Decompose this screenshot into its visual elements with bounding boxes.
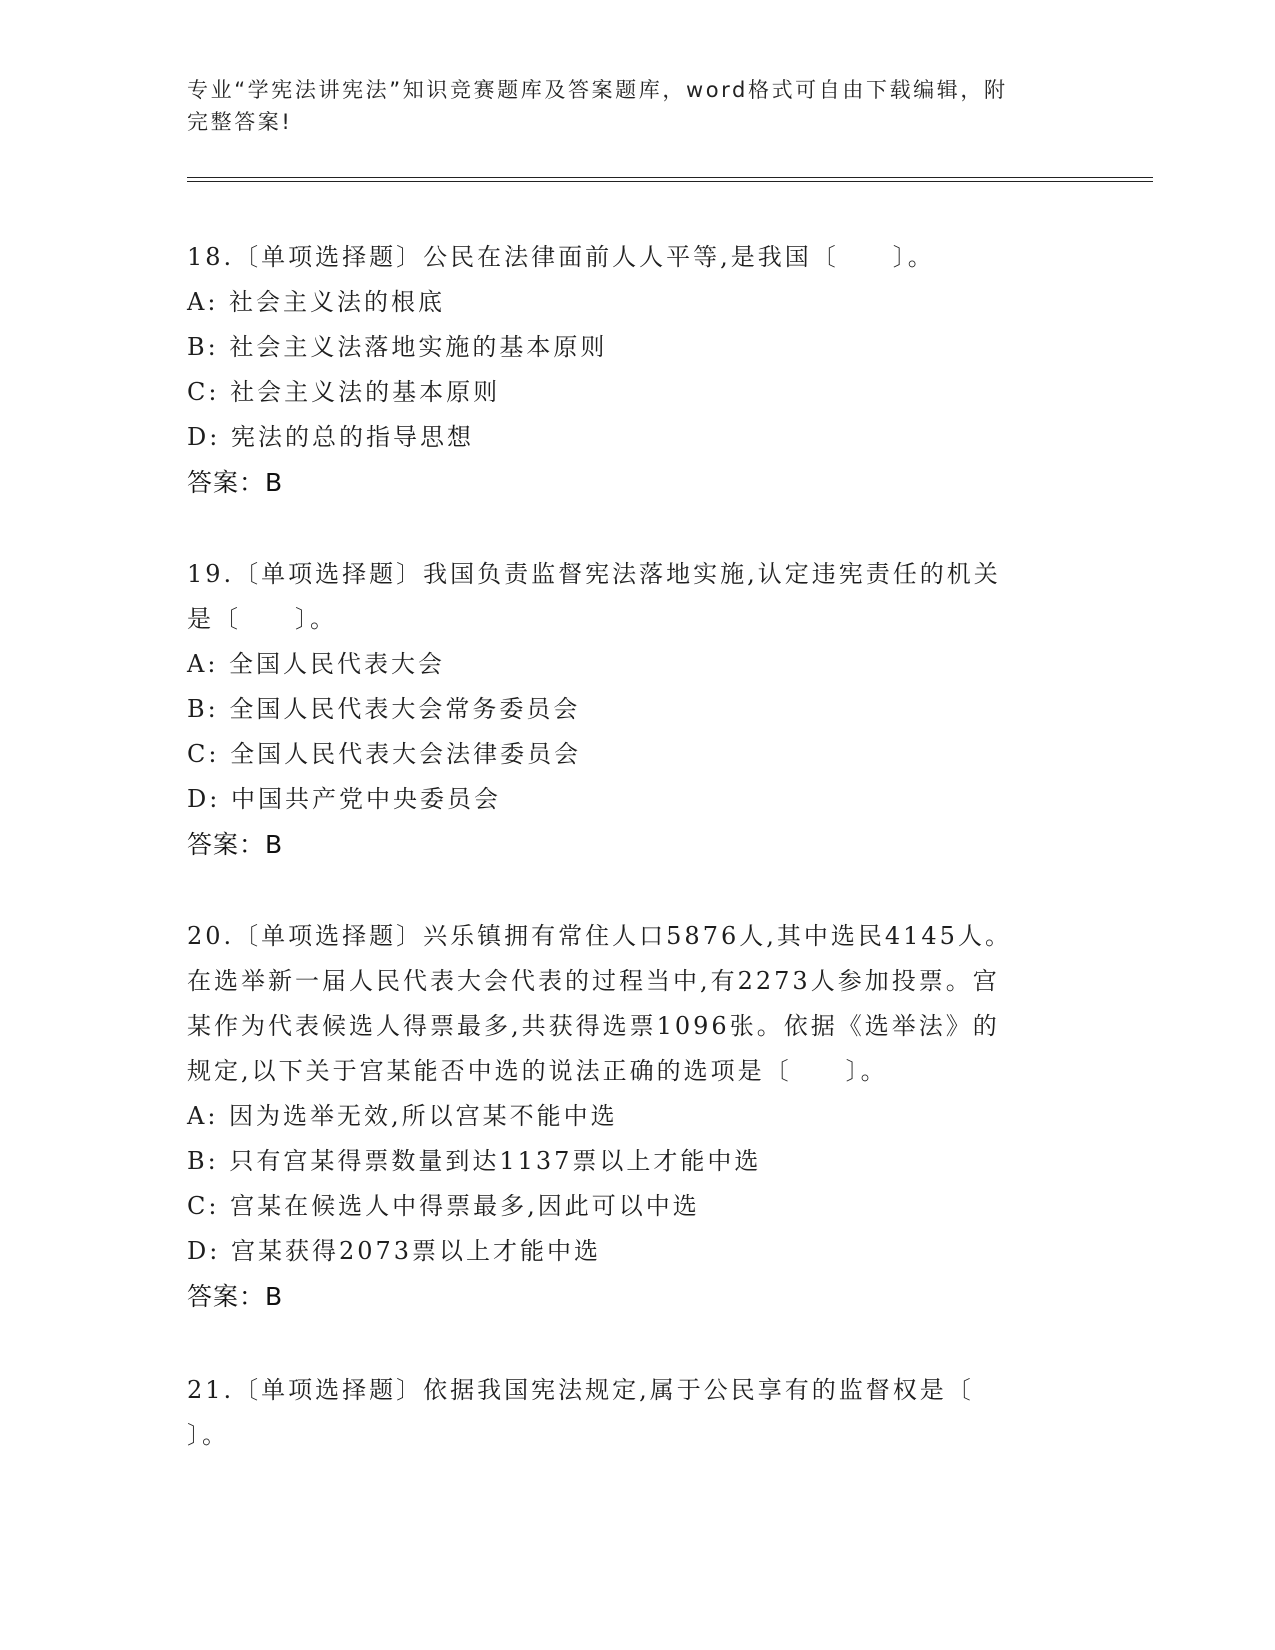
question-stem-continued: 规定,以下关于宫某能否中选的说法正确的选项是〔 〕。 xyxy=(187,1057,888,1085)
option-c: C: 社会主义法的基本原则 xyxy=(187,378,501,406)
option-a: A: 全国人民代表大会 xyxy=(187,650,446,678)
question-stem-continued: 是〔 〕。 xyxy=(187,605,337,633)
option-d: D: 宪法的总的指导思想 xyxy=(187,423,474,451)
option-b: B: 社会主义法落地实施的基本原则 xyxy=(187,333,608,361)
option-c: C: 全国人民代表大会法律委员会 xyxy=(187,740,582,768)
question-stem: 19.〔单项选择题〕我国负责监督宪法落地实施,认定违宪责任的机关 xyxy=(187,560,1001,588)
header-line-2: 完整答案! xyxy=(187,110,293,134)
option-b: B: 只有宫某得票数量到达1137票以上才能中选 xyxy=(187,1147,762,1175)
document-header xyxy=(187,74,1067,138)
question-stem-continued: 〕。 xyxy=(187,1421,229,1449)
answer-line: 答案：B xyxy=(187,830,284,859)
question-19 xyxy=(187,552,1087,867)
question-18 xyxy=(187,235,1087,505)
question-stem: 18.〔单项选择题〕公民在法律面前人人平等,是我国〔 〕。 xyxy=(187,243,935,271)
question-20 xyxy=(187,914,1087,1319)
question-stem: 21.〔单项选择题〕依据我国宪法规定,属于公民享有的监督权是〔 xyxy=(187,1376,974,1404)
option-a: A: 因为选举无效,所以宫某不能中选 xyxy=(187,1102,618,1130)
header-divider xyxy=(187,177,1153,182)
question-stem-continued: 某作为代表候选人得票最多,共获得选票1096张。依据《选举法》的 xyxy=(187,1012,1000,1040)
question-stem: 20.〔单项选择题〕兴乐镇拥有常住人口5876人,其中选民4145人。 xyxy=(187,922,1012,950)
option-d: D: 中国共产党中央委员会 xyxy=(187,785,501,813)
question-21 xyxy=(187,1368,1087,1458)
option-d: D: 宫某获得2073票以上才能中选 xyxy=(187,1237,602,1265)
option-b: B: 全国人民代表大会常务委员会 xyxy=(187,695,581,723)
question-stem-continued: 在选举新一届人民代表大会代表的过程当中,有2273人参加投票。宫 xyxy=(187,967,1000,995)
option-c: C: 宫某在候选人中得票最多,因此可以中选 xyxy=(187,1192,700,1220)
answer-line: 答案：B xyxy=(187,468,284,497)
answer-line: 答案：B xyxy=(187,1282,284,1311)
option-a: A: 社会主义法的根底 xyxy=(187,288,446,316)
header-line-1: 专业“学宪法讲宪法”知识竞赛题库及答案题库，word格式可自由下载编辑，附 xyxy=(187,78,1008,102)
